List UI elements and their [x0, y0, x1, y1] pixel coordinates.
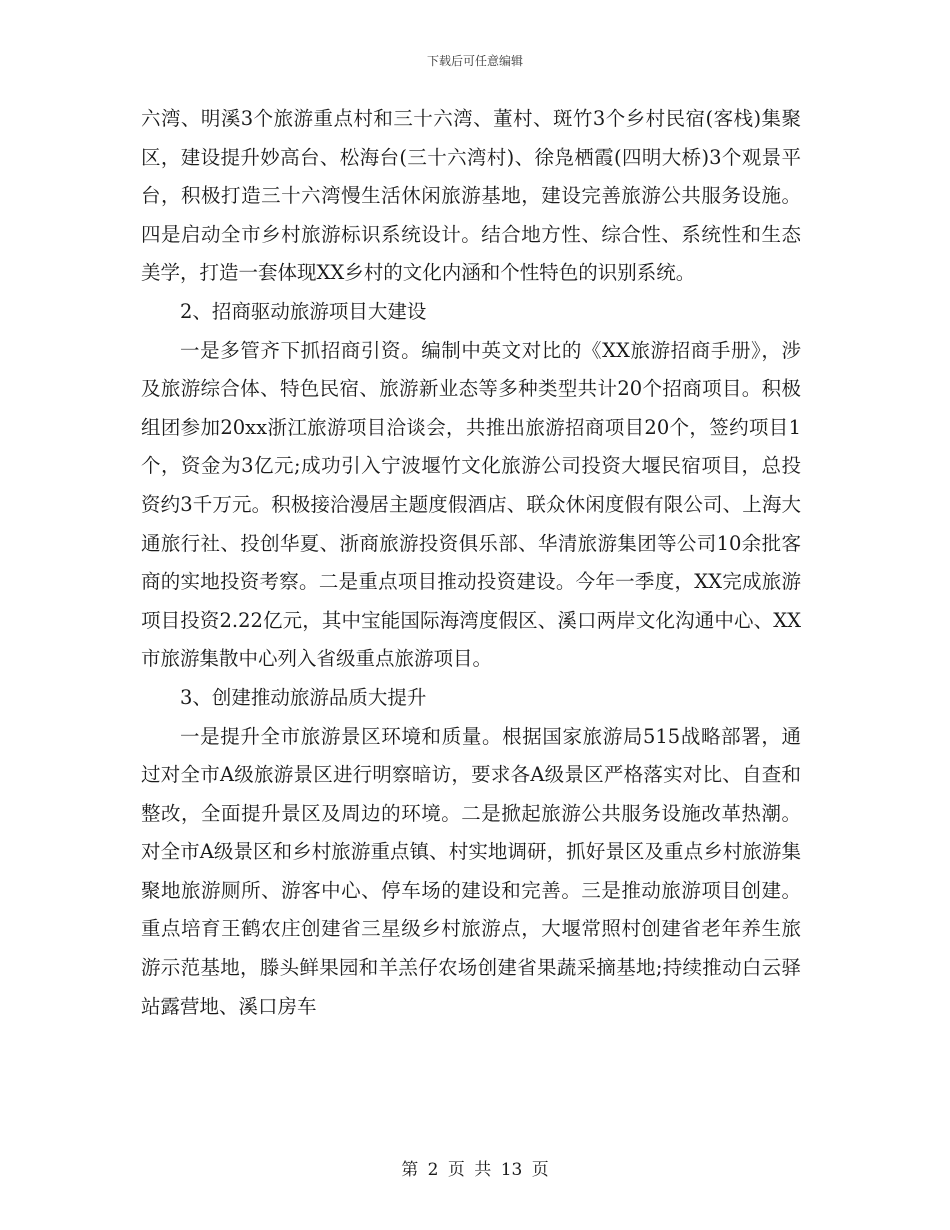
- page-footer: 第 2 页 共 13 页: [401, 1160, 549, 1180]
- paragraph-1: 六湾、明溪3个旅游重点村和三十六湾、董村、斑竹3个乡村民宿(客栈)集聚区，建设提升妙高台、松海台(三十六湾村)、徐凫栖霞(四明大桥)3个观景平台，积极打造三十六湾慢生活休闲旅游基地，建设完善旅游公共服务设施。四是启动全市乡村旅游标识系统设计。结合地方性、综合性、系统性和生态美学，打造一套体现XX乡村的文化内涵和个性特色的识别系统。: [141, 107, 801, 285]
- document-body: [141, 100, 801, 1026]
- section-heading-3: 3、创建推动旅游品质大提升: [180, 685, 427, 709]
- page-header: 下载后可任意编辑: [426, 54, 523, 68]
- paragraph-3: 一是提升全市旅游景区环境和质量。根据国家旅游局515战略部署，通过对全市A级旅游景区进行明察暗访，要求各A级景区严格落实对比、自查和整改，全面提升景区及周边的环境。二是掀起旅游公共服务设施改革热潮。对全市A级景区和乡村旅游重点镇、村实地调研，抓好景区及重点乡村旅游集聚地旅游厕所、游客中心、停车场的建设和完善。三是推动旅游项目创建。重点培育王鹤农庄创建省三星级乡村旅游点，大堰常照村创建省老年养生旅游示范基地，滕头鲜果园和羊羔仔农场创建省果蔬采摘基地;持续推动白云驿站露营地、溪口房车: [141, 724, 801, 1018]
- paragraph-2: 一是多管齐下抓招商引资。编制中英文对比的《XX旅游招商手册》，涉及旅游综合体、特色民宿、旅游新业态等多种类型共计20个招商项目。积极组团参加20xx浙江旅游项目洽谈会，共推出旅游招商项目20个，签约项目1个，资金为3亿元;成功引入宁波堰竹文化旅游公司投资大堰民宿项目，总投资约3千万元。积极接洽漫居主题度假酒店、联众休闲度假有限公司、上海大通旅行社、投创华夏、浙商旅游投资俱乐部、华清旅游集团等公司10余批客商的实地投资考察。二是重点项目推动投资建设。今年一季度，XX完成旅游项目投资2.22亿元，其中宝能国际海湾度假区、溪口两岸文化沟通中心、XX市旅游集散中心列入省级重点旅游项目。: [141, 338, 801, 671]
- section-heading-2: 2、招商驱动旅游项目大建设: [180, 299, 427, 323]
